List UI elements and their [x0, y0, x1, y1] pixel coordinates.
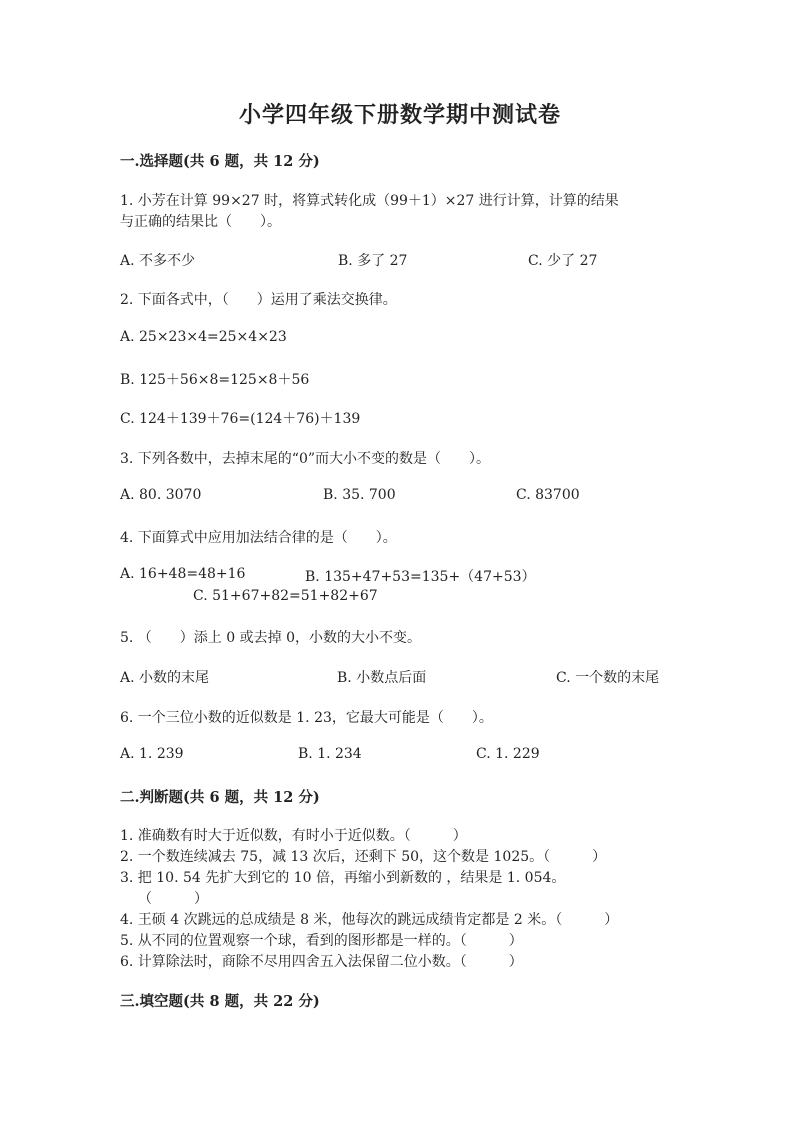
question-2-option-a: A. 25×23×4=25×4×23 [120, 329, 287, 345]
question-1-option-c: C. 少了 27 [528, 253, 598, 269]
question-2-option-c: C. 124＋139＋76=(124＋76)＋139 [120, 411, 361, 427]
judge-item: 6. 计算除法时，商除不尽用四舍五入法保留二位小数。（ ） [120, 954, 523, 970]
question-4-option-a: A. 16+48=48+16 [120, 566, 246, 582]
judge-item: 5. 从不同的位置观察一个球，看到的图形都是一样的。（ ） [120, 933, 523, 949]
question-2-text: 2. 下面各式中，（ ）运用了乘法交换律。 [120, 292, 397, 308]
section-heading-choice: 一.选择题(共 6 题，共 12 分) [120, 153, 320, 170]
question-2-option-b: B. 125＋56×8=125×8＋56 [120, 372, 310, 388]
question-5-option-c: C. 一个数的末尾 [556, 670, 660, 686]
judge-item: 2. 一个数连续减去 75，减 13 次后，还剩下 50，这个数是 1025。（ ） [120, 849, 607, 865]
judge-item: 4. 王硕 4 次跳远的总成绩是 8 米，他每次的跳远成绩肯定都是 2 米。（ ） [120, 912, 619, 928]
question-5-option-b: B. 小数点后面 [337, 670, 427, 686]
question-4-option-b: B. 135+47+53=135+（47+53） [305, 569, 536, 585]
judge-item: 3. 把 10. 54 先扩大到它的 10 倍，再缩小到新数的 ，结果是 1. 054。 [120, 870, 566, 886]
question-5-text: 5. （ ）添上 0 或去掉 0，小数的大小不变。 [120, 630, 421, 646]
question-1-line-1: 1. 小芳在计算 99×27 时，将算式转化成（99＋1）×27 进行计算，计算的结果 [120, 193, 619, 209]
question-3-text: 3. 下列各数中，去掉末尾的“0”而大小不变的数是（ ）。 [120, 451, 491, 467]
section-heading-judge: 二.判断题(共 6 题，共 12 分) [120, 789, 320, 806]
question-5-option-a: A. 小数的末尾 [120, 670, 210, 686]
judge-item-continuation: （ ） [138, 891, 208, 907]
question-4-option-c: C. 51+67+82=51+82+67 [193, 588, 378, 604]
question-3-option-a: A. 80. 3070 [120, 487, 202, 503]
section-heading-fill: 三.填空题(共 8 题，共 22 分) [120, 993, 320, 1010]
question-3-option-c: C. 83700 [516, 487, 580, 503]
question-4-text: 4. 下面算式中应用加法结合律的是（ ）。 [120, 530, 397, 546]
question-1-option-a: A. 不多不少 [120, 253, 196, 269]
question-1-line-2: 与正确的结果比（ ）。 [120, 214, 281, 230]
question-3-option-b: B. 35. 700 [323, 487, 396, 503]
question-6-option-a: A. 1. 239 [120, 746, 184, 762]
question-6-option-c: C. 1. 229 [476, 746, 540, 762]
question-1-option-b: B. 多了 27 [338, 253, 408, 269]
question-6-option-b: B. 1. 234 [298, 746, 362, 762]
page-title: 小学四年级下册数学期中测试卷 [238, 102, 561, 128]
judge-item: 1. 准确数有时大于近似数，有时小于近似数。（ ） [120, 828, 467, 844]
question-6-text: 6. 一个三位小数的近似数是 1. 23，它最大可能是（ ）。 [120, 710, 493, 726]
